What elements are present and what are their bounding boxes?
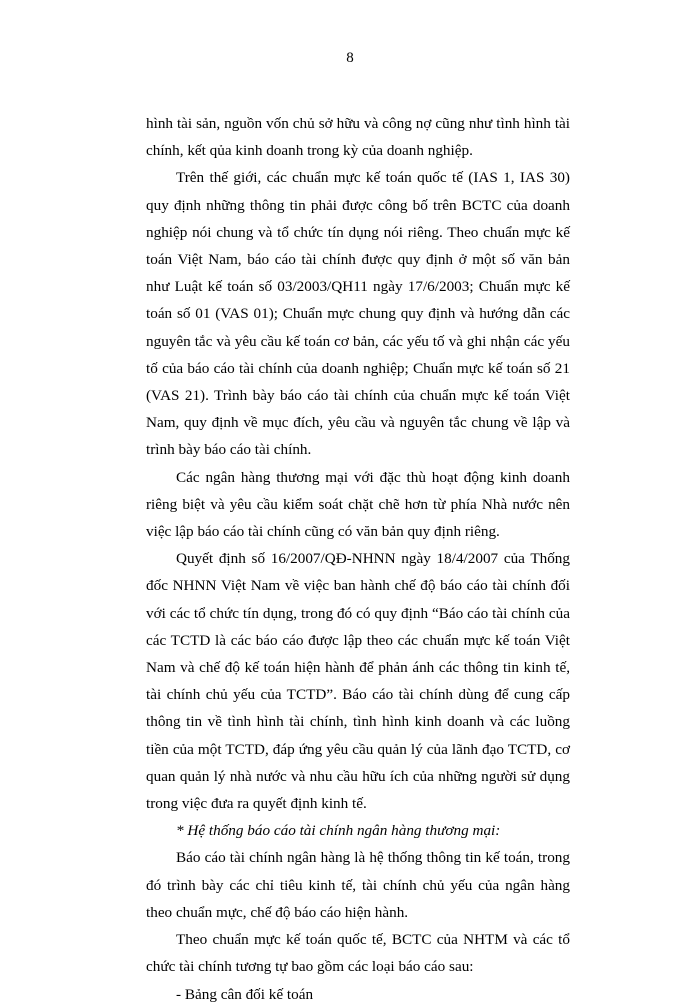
paragraph-ias-report-types: Theo chuẩn mực kế toán quốc tế, BCTC của NHTM và các tổ chức tài chính tương tự bao gồm các loại báo cáo sau: — [146, 931, 570, 976]
paragraph-bank-financial-reports: Báo cáo tài chính ngân hàng là hệ thống thông tin kế toán, trong đó trình bày các chỉ tiêu kinh tế, tài chính chủ yếu của ngân hàng theo chuẩn mực, chế độ báo cáo hiện hành. — [146, 849, 570, 921]
paragraph-decision-16: Quyết định số 16/2007/QĐ-NHNN ngày 18/4/2007 của Thống đốc NHNN Việt Nam về việc ban hành chế độ báo cáo tài chính đối với các tổ chức tín dụng, trong đó có quy định “Báo cáo tài chính của các TCTD là các báo cáo được lập theo các chuẩn mực kế toán Việt Nam và chế độ kế toán hiện hành để phản ánh các thông tin kinh tế, tài chính chủ yếu của TCTD”. Báo cáo tài chính dùng để cung cấp thông tin về tình hình tài chính, tình hình kinh doanh và các luồng tiền của một TCTD, đáp ứng yêu cầu quản lý của lãnh đạo TCTD, cơ quan quản lý nhà nước và nhu cầu hữu ích của những người sử dụng trong việc đưa ra quyết định kinh tế. — [146, 550, 570, 813]
page-number: 8 — [346, 50, 354, 66]
paragraph-continuation: hình tài sản, nguồn vốn chủ sở hữu và công nợ cũng như tình hình tài chính, kết qủa kinh doanh trong kỳ của doanh nghiệp. — [146, 115, 570, 160]
paragraph-commercial-banks: Các ngân hàng thương mại với đặc thù hoạt động kinh doanh riêng biệt và yêu cầu kiểm soát chặt chẽ hơn từ phía Nhà nước nên việc lập báo cáo tài chính cũng có văn bản quy định riêng. — [146, 468, 570, 541]
paragraph-international-standards: Trên thế giới, các chuẩn mực kế toán quốc tế (IAS 1, IAS 30) quy định những thông tin phải được công bố trên BCTC của doanh nghiệp nói chung và tổ chức tín dụng nói riêng. Theo chuẩn mực kế toán Việt Nam, báo cáo tài chính được quy định ở một số văn bản như Luật kế toán số 03/2003/QH11 ngày 17/6/2003; Chuẩn mực kế toán số 01 (VAS 01); Chuẩn mực chung quy định và hướng dẫn các nguyên tắc và yêu cầu kế toán cơ bản, các yếu tố và ghi nhận các yếu tố của báo cáo tài chính của doanh nghiệp; Chuẩn mực kế toán số 21 (VAS 21). Trình bày báo cáo tài chính của chuẩn mực kế toán Việt Nam, quy định về mục đích, yêu cầu và nguyên tắc chung về lập và trình bày báo cáo tài chính. — [146, 169, 570, 459]
document-body — [146, 110, 570, 1008]
list-item-balance-sheet: - Bảng cân đối kế toán — [176, 985, 314, 1003]
section-heading-reporting-system: * Hệ thống báo cáo tài chính ngân hàng thương mại: — [176, 822, 501, 840]
